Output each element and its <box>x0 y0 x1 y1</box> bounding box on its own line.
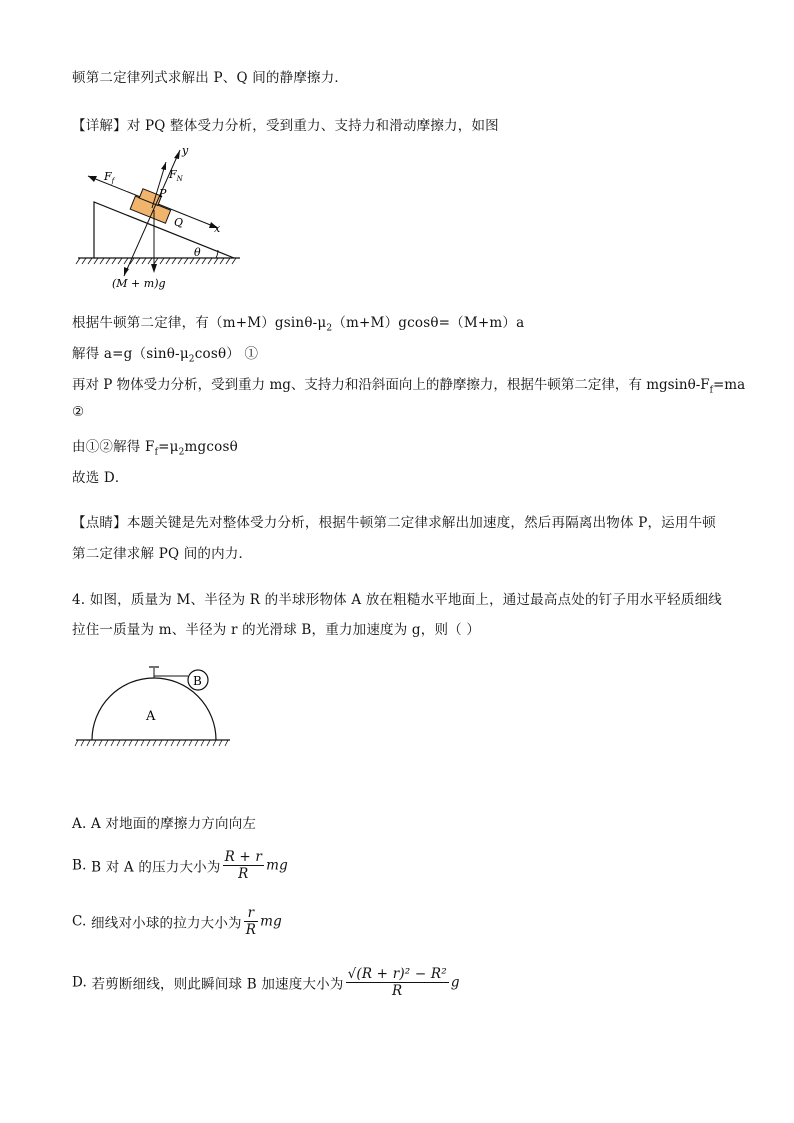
intro-text: 顿第二定律列式求解出 P、Q 间的静摩擦力． <box>72 70 349 86</box>
remark-line-1 <box>72 511 716 531</box>
equation-3-mark <box>72 404 84 420</box>
eq4-sub2: 2 <box>178 447 185 458</box>
option-d-text: 若剪断细线，则此瞬间球 B 加速度大小为 <box>91 976 344 993</box>
label-fn: $F_N$ <box>169 168 183 183</box>
option-c-num: r <box>244 905 258 922</box>
conclusion-text: 故选 D． <box>72 470 129 486</box>
intro-line <box>72 66 348 86</box>
conclusion-line <box>72 466 129 486</box>
option-d-fraction <box>346 966 449 999</box>
option-a[interactable] <box>72 812 256 832</box>
eq2-text: 解得 a=g（sinθ-μ <box>72 346 189 362</box>
option-c-den: R <box>245 922 257 938</box>
remark-text-2: 第二定律求解 PQ 间的内力． <box>72 546 253 562</box>
option-b[interactable] <box>72 849 288 882</box>
eq3-sub: f <box>709 385 713 396</box>
equation-1 <box>72 311 524 334</box>
label-theta: θ <box>194 246 201 259</box>
option-b-fraction <box>223 849 265 882</box>
question-text-2: 拉住一质量为 m、半径为 r 的光滑球 B，重力加速度为 g，则（ ） <box>72 622 481 638</box>
equation-4 <box>72 435 238 458</box>
detail-tag: 【详解】 <box>72 118 127 134</box>
option-b-num: R + r <box>224 849 263 865</box>
label-x: x <box>214 222 221 235</box>
option-c-fraction <box>244 905 258 938</box>
label-b: B <box>193 674 202 688</box>
label-p: P <box>159 187 167 200</box>
ground-hatch-2 <box>75 740 228 746</box>
option-c[interactable] <box>72 905 282 938</box>
eq1-rest: （m+M）gcosθ=（M+m）a <box>332 315 525 331</box>
eq3-mark: ② <box>72 404 85 420</box>
question-text-1: 如图，质量为 M、半径为 R 的半球形物体 A 放在粗糙水平地面上，通过最高点处的钉子用水平轻质细线 <box>89 592 722 608</box>
eq3-text: 再对 P 物体受力分析，受到重力 mg、支持力和沿斜面向上的静摩擦力，根据牛顿第二定律，有 mgsinθ-F <box>72 377 710 393</box>
remark-line-2 <box>72 542 252 562</box>
eq3-rest: =ma <box>712 377 746 393</box>
eq1-text: 根据牛顿第二定律，有（m+M）gsinθ-μ <box>72 315 327 331</box>
incline-figure <box>72 140 252 300</box>
option-d-num: √(R + r)² − R² <box>347 966 447 982</box>
option-d[interactable] <box>72 966 460 999</box>
option-d-tail: g <box>450 974 460 991</box>
option-b-tail: mg <box>266 857 288 874</box>
eq4-sub: f <box>154 447 159 458</box>
label-a: A <box>146 709 156 724</box>
remark-tag: 【点睛】 <box>72 515 127 531</box>
option-c-tail: mg <box>260 913 282 930</box>
option-d-letter: D. <box>72 974 88 991</box>
option-b-text: B 对 A 的压力大小为 <box>91 859 221 876</box>
option-c-letter: C. <box>72 913 87 930</box>
question-number: 4. <box>72 592 86 608</box>
ground-hatch <box>76 258 236 264</box>
hemisphere-figure <box>72 656 242 756</box>
equation-2 <box>72 342 258 365</box>
eq4-text: 由①②解得 F <box>72 439 155 455</box>
normal-force-arrow <box>161 162 166 170</box>
option-b-letter: B. <box>72 857 87 874</box>
option-a-letter: A. <box>72 816 87 832</box>
label-weight: (M + m)g <box>112 277 166 290</box>
label-q: Q <box>174 216 184 229</box>
weight-arrow <box>151 264 157 273</box>
normal-arrow-down <box>124 267 129 276</box>
remark-text-1: 本题关键是先对整体受力分析，根据牛顿第二定律求解出加速度，然后再隔离出物体 P，运用牛顿 <box>126 515 716 531</box>
eq2-sub: 2 <box>188 354 195 365</box>
option-b-den: R <box>238 866 249 882</box>
question-line-2 <box>72 618 480 638</box>
label-ff: $F_f$ <box>104 170 115 185</box>
option-a-text: A 对地面的摩擦力方向向左 <box>90 816 257 832</box>
eq1-sub: 2 <box>326 323 333 334</box>
y-axis-arrow <box>174 150 180 159</box>
eq4-rest: mgcosθ <box>184 439 238 455</box>
option-d-den: R <box>392 983 403 999</box>
detail-text: 对 PQ 整体受力分析，受到重力、支持力和滑动摩擦力，如图 <box>126 118 499 134</box>
detail-line <box>72 114 499 134</box>
question-line-1 <box>72 588 722 608</box>
eq2-rest: cosθ） ① <box>194 346 259 362</box>
equation-3 <box>72 373 745 396</box>
eq4-mid: =μ <box>158 439 179 455</box>
label-y: y <box>182 144 189 157</box>
option-c-text: 细线对小球的拉力大小为 <box>91 915 242 932</box>
